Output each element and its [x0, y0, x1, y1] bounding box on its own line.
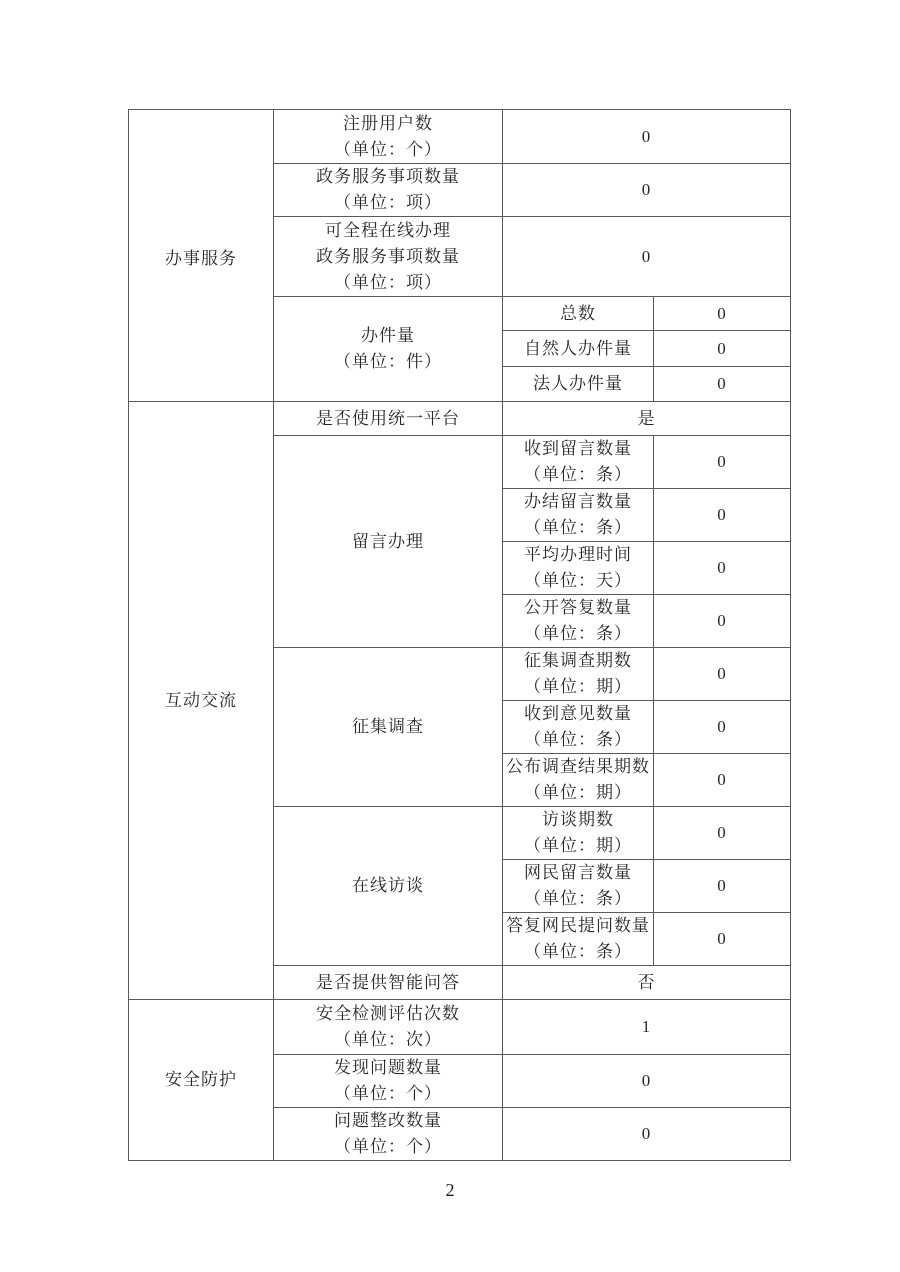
metric-name: 发现问题数量	[334, 1058, 442, 1077]
submetric-label-cell-survey-issues	[503, 648, 654, 701]
submetric-label-cell-messages-resolved	[503, 489, 654, 542]
metric-label-cell-smart-qa	[274, 966, 503, 1000]
submetric-value-cell: 0	[654, 297, 791, 331]
metric-label-cell-case-volume	[274, 297, 503, 402]
submetric-value-cell: 0	[654, 436, 791, 489]
annual-report-table	[128, 109, 791, 1161]
submetric-label-cell-questions-answered	[503, 913, 654, 966]
page-number: 2	[445, 1180, 455, 1200]
metric-label-cell-problems-found	[274, 1055, 503, 1108]
submetric-value-cell: 0	[654, 913, 791, 966]
metric-name: 注册用户数	[343, 113, 433, 133]
submetric-value-cell: 0	[654, 595, 791, 648]
metric-value-cell: 否	[503, 966, 791, 1000]
submetric-unit: （单位：期）	[524, 677, 632, 696]
metric-unit: （单位：次）	[334, 1030, 442, 1049]
submetric-value-cell: 0	[654, 489, 791, 542]
metric-name: 安全检测评估次数	[316, 1004, 460, 1023]
submetric-label-cell-opinions-received	[503, 701, 654, 754]
submetric-unit: （单位：期）	[524, 836, 632, 855]
metric-unit: （单位：个）	[334, 1137, 442, 1156]
metric-value-cell: 0	[503, 217, 791, 297]
submetric-label-cell-results-published	[503, 754, 654, 807]
row-group-cell-interaction	[129, 402, 274, 1000]
metric-name: 办件量	[361, 326, 415, 345]
submetric-name: 征集调查期数	[524, 651, 632, 670]
submetric-unit: （单位：条）	[524, 730, 632, 749]
submetric-unit: （单位：条）	[524, 889, 632, 908]
submetric-value-cell: 0	[654, 860, 791, 913]
metric-name: 政务服务事项数量	[316, 167, 460, 186]
submetric-name: 自然人办件量	[524, 338, 632, 358]
submetric-label-cell-interview-issues	[503, 807, 654, 860]
submetric-name: 公开答复数量	[524, 598, 632, 617]
submetric-name: 网民留言数量	[524, 863, 632, 882]
metric-name: 留言办理	[352, 531, 424, 551]
metric-name: 可全程在线办理	[325, 220, 451, 240]
submetric-label-cell-messages-received	[503, 436, 654, 489]
submetric-label-cell-total	[503, 297, 654, 331]
metric-value-cell: 0	[503, 1055, 791, 1108]
row-group-label: 办事服务	[165, 249, 237, 268]
submetric-name: 收到意见数量	[524, 704, 632, 723]
submetric-value-cell: 0	[654, 331, 791, 367]
metric-unit: （单位：项）	[334, 193, 442, 212]
submetric-value-cell: 0	[654, 754, 791, 807]
submetric-unit: （单位：天）	[524, 571, 632, 590]
submetric-label-cell-netizen-messages	[503, 860, 654, 913]
metric-value-cell: 0	[503, 110, 791, 164]
submetric-label-cell-natural-person	[503, 331, 654, 367]
metric-label-cell-unified-platform	[274, 402, 503, 436]
submetric-unit: （单位：期）	[524, 783, 632, 802]
metric-value-cell: 1	[503, 1000, 791, 1055]
metric-value-cell: 是	[503, 402, 791, 436]
metric-unit: （单位：个）	[334, 1084, 442, 1103]
submetric-name: 法人办件量	[533, 374, 623, 393]
submetric-name: 总数	[560, 303, 596, 323]
submetric-value-cell: 0	[654, 542, 791, 595]
metric-label-cell-online-items	[274, 217, 503, 297]
metric-label-cell-registered-users	[274, 110, 503, 164]
row-group-cell-security	[129, 1000, 274, 1161]
metric-unit: （单位：项）	[334, 272, 442, 292]
submetric-label-cell-avg-handling-time	[503, 542, 654, 595]
metric-name: 是否提供智能问答	[316, 972, 460, 992]
metric-name: 政务服务事项数量	[316, 246, 460, 266]
submetric-name: 公布调查结果期数	[506, 757, 650, 776]
metric-name: 是否使用统一平台	[316, 408, 460, 428]
submetric-name: 答复网民提问数量	[506, 916, 650, 935]
metric-unit: （单位：个）	[334, 139, 442, 159]
submetric-unit: （单位：条）	[524, 465, 632, 484]
metric-value-cell: 0	[503, 1108, 791, 1161]
metric-value-cell: 0	[503, 164, 791, 217]
submetric-unit: （单位：条）	[524, 518, 632, 537]
metric-label-cell-security-assessments	[274, 1000, 503, 1055]
metric-name: 在线访谈	[352, 876, 424, 895]
submetric-value-cell: 0	[654, 701, 791, 754]
submetric-name: 平均办理时间	[524, 545, 632, 564]
submetric-value-cell: 0	[654, 367, 791, 402]
metric-unit: （单位：件）	[334, 352, 442, 371]
metric-label-cell-online-interview	[274, 807, 503, 966]
metric-name: 征集调查	[352, 717, 424, 736]
submetric-name: 办结留言数量	[524, 492, 632, 511]
submetric-label-cell-public-replies	[503, 595, 654, 648]
metric-label-cell-survey	[274, 648, 503, 807]
metric-label-cell-problems-fixed	[274, 1108, 503, 1161]
row-group-label: 安全防护	[165, 1070, 237, 1089]
submetric-value-cell: 0	[654, 807, 791, 860]
submetric-unit: （单位：条）	[524, 624, 632, 643]
row-group-label: 互动交流	[165, 690, 237, 710]
metric-label-cell-service-items	[274, 164, 503, 217]
submetric-value-cell: 0	[654, 648, 791, 701]
metric-name: 问题整改数量	[334, 1111, 442, 1130]
submetric-label-cell-legal-person	[503, 367, 654, 402]
submetric-name: 访谈期数	[542, 810, 614, 829]
row-group-cell-services	[129, 110, 274, 402]
submetric-name: 收到留言数量	[524, 439, 632, 458]
metric-label-cell-message-handling	[274, 436, 503, 648]
submetric-unit: （单位：条）	[524, 942, 632, 961]
